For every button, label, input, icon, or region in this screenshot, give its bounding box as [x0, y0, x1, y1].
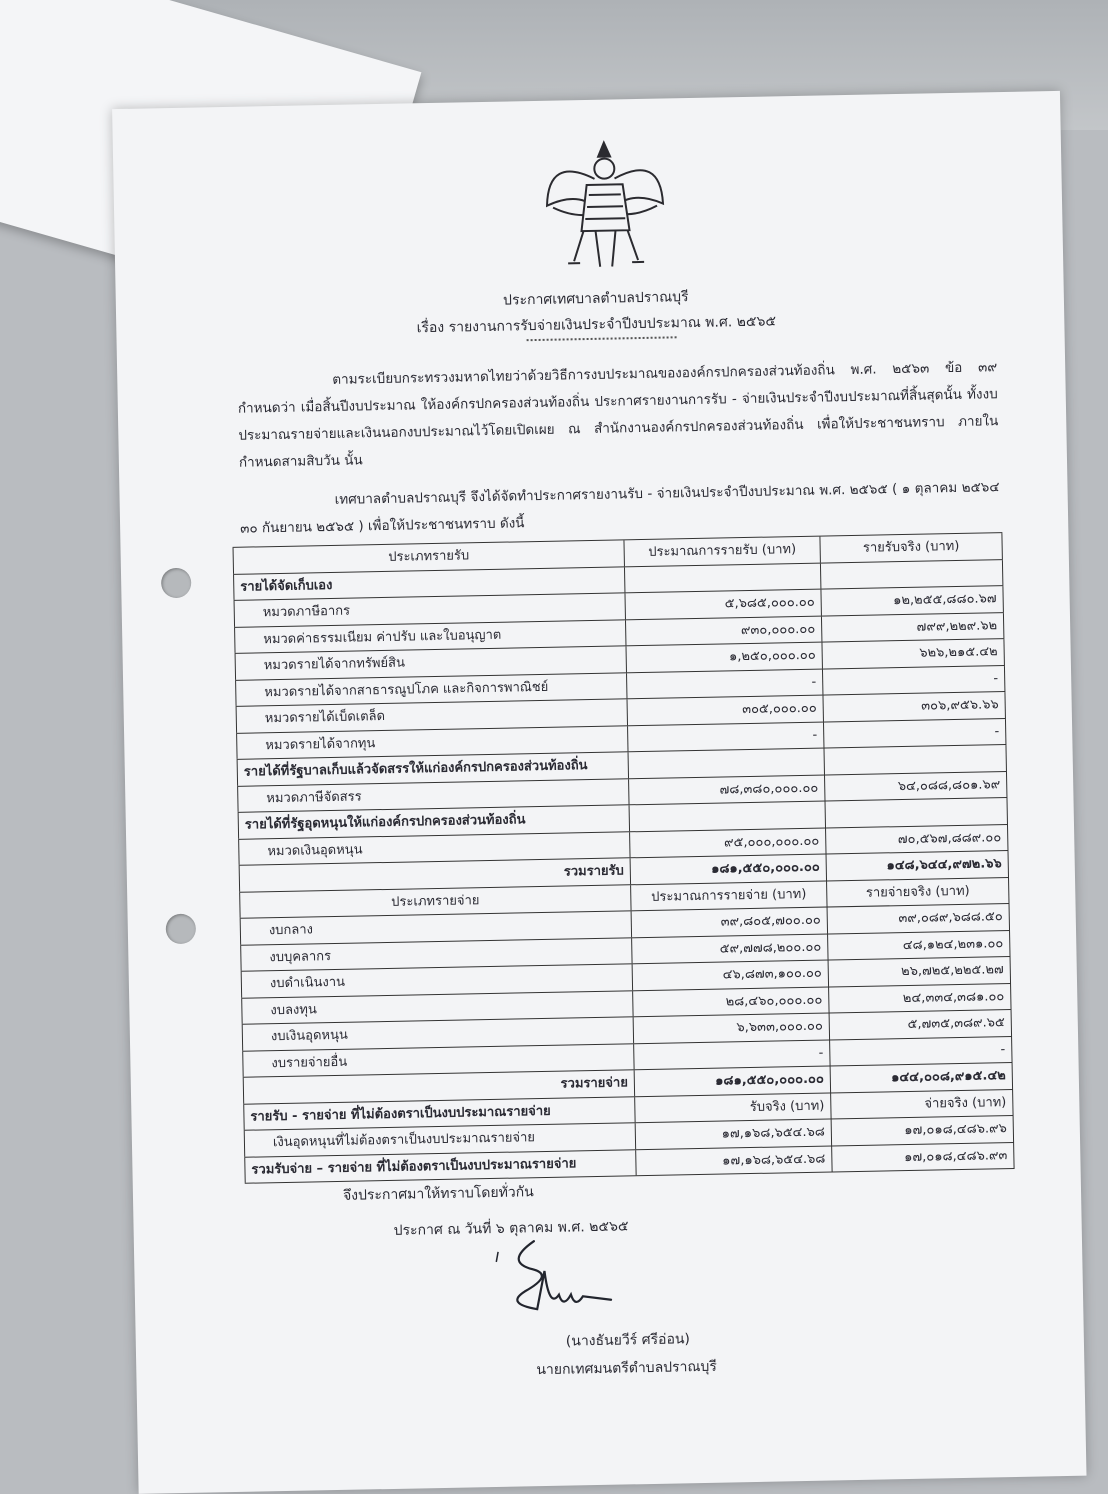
table-cell: ๑๔๘,๖๔๔,๙๗๒.๖๖	[827, 851, 1009, 880]
table-cell	[629, 749, 825, 778]
table-cell: รายได้ที่รัฐบาลเก็บแล้วจัดสรรให้แก่องค์กรปกครองส่วนท้องถิ่น	[237, 752, 629, 785]
table-cell: ๙๕,๐๐๐,๐๐๐.๐๐	[630, 828, 826, 857]
table-cell: ๖๒๖,๒๑๕.๔๒	[822, 639, 1004, 668]
table-cell: งบรายจ่ายอื่น	[242, 1044, 634, 1077]
signer-title: นายกเทศมนตรีตำบลปราณบุรี	[536, 1358, 718, 1379]
punch-hole	[166, 914, 197, 945]
table-cell: รายรับ - รายจ่าย ที่ไม่ต้องตราเป็นงบประมาณรายจ่าย	[243, 1097, 635, 1130]
table-cell: ๑๗,๑๖๘,๖๕๔.๖๘	[636, 1119, 832, 1148]
document-page	[112, 91, 1086, 1494]
table-cell: ประมาณการรายรับ (บาท)	[624, 537, 820, 566]
table-cell	[824, 745, 1006, 774]
table-cell: หมวดภาษีจัดสรร	[237, 779, 629, 812]
table-cell: ๖๔,๐๘๘,๘๐๑.๖๙	[825, 772, 1007, 801]
table-cell: ๑๗,๐๑๘,๔๘๖.๙๖	[832, 1116, 1014, 1145]
table-cell	[630, 802, 826, 831]
table-cell: หมวดค่าธรรมเนียม ค่าปรับ และใบอนุญาต	[234, 620, 626, 653]
table-cell: ๒๖,๗๒๕,๒๒๕.๒๗	[829, 957, 1011, 986]
punch-hole	[161, 568, 192, 599]
table-cell: -	[627, 669, 823, 698]
table-cell: ๓๐๖,๙๕๖.๖๖	[823, 692, 1005, 721]
table-cell: งบเงินอุดหนุน	[242, 1017, 634, 1050]
garuda-emblem-icon	[538, 133, 673, 276]
table-cell: ๑๗,๑๖๘,๖๕๔.๖๘	[636, 1146, 832, 1175]
table-cell: ๓๙,๐๘๙,๖๘๘.๕๐	[828, 904, 1010, 933]
paragraph-1	[237, 354, 999, 477]
table-cell: ๕,๗๓๕,๓๘๙.๖๕	[830, 1010, 1012, 1039]
table-cell: ๑๗,๐๑๘,๔๘๖.๙๓	[832, 1142, 1014, 1171]
table-cell: จ่ายจริง (บาท)	[831, 1089, 1013, 1118]
table-cell	[821, 560, 1003, 589]
table-cell: รวมรายรับ	[239, 858, 631, 891]
table-cell: รายรับจริง (บาท)	[820, 533, 1002, 562]
table-cell: -	[830, 1036, 1012, 1065]
paragraph-2	[239, 474, 1000, 543]
table-cell: ๕,๖๘๕,๐๐๐.๐๐	[625, 590, 821, 619]
table-cell: หมวดเงินอุดหนุน	[238, 832, 630, 865]
table-cell: -	[634, 1040, 830, 1069]
table-cell: หมวดรายได้จากทรัพย์สิน	[235, 646, 627, 679]
table-cell: ๙๓๐,๐๐๐.๐๐	[626, 616, 822, 645]
table-cell: ๗๙๙,๒๒๙.๖๒	[822, 613, 1004, 642]
table-cell: งบดำเนินงาน	[241, 964, 633, 997]
table-cell: ๗๘,๓๘๐,๐๐๐.๐๐	[629, 775, 825, 804]
signature	[474, 1230, 616, 1323]
table-cell: ๑๔๔,๐๐๘,๙๑๕.๔๒	[831, 1063, 1013, 1092]
table-cell: ประมาณการรายจ่าย (บาท)	[631, 881, 827, 910]
table-cell: ประเภทรายรับ	[233, 540, 625, 573]
table-cell: ประเภทรายจ่าย	[239, 885, 631, 918]
table-cell: ๑๘๑,๕๕๐,๐๐๐.๐๐	[635, 1066, 831, 1095]
paragraph-2-text: เทศบาลตำบลปราณบุรี จึงได้จัดทำประกาศรายงานรับ - จ่ายเงินประจำปีงบประมาณ พ.ศ. ๒๕๖๕ ( ๑ ตุลาคม ๒๕๖๔ ๓๐ กันยายน ๒๕๖๕ ) เพื่อให้ประชาชนทราบ ดังนี้	[240, 479, 1000, 537]
table-cell: ๔๘,๑๒๔,๒๓๑.๐๐	[828, 931, 1010, 960]
table-cell: ๑,๒๕๐,๐๐๐.๐๐	[626, 643, 822, 672]
table-cell: รายได้จัดเก็บเอง	[233, 567, 625, 600]
table-cell: -	[628, 722, 824, 751]
budget-table	[233, 532, 1015, 1184]
table-cell: ๒๘,๔๖๐,๐๐๐.๐๐	[633, 987, 829, 1016]
table-cell: รวมรายจ่าย	[243, 1070, 635, 1103]
table-cell: งบบุคลากร	[240, 938, 632, 971]
table-cell: รับจริง (บาท)	[635, 1093, 831, 1122]
date-text: ประกาศ ณ วันที่ ๖ ตุลาคม พ.ศ. ๒๕๖๕	[393, 1218, 629, 1239]
table-cell: ๓๙,๘๐๕,๗๐๐.๐๐	[632, 908, 828, 937]
table-cell: รวมรับจ่าย – รายจ่าย ที่ไม่ต้องตราเป็นงบประมาณรายจ่าย	[244, 1150, 636, 1183]
table-cell: ๒๔,๓๓๔,๓๘๑.๐๐	[829, 984, 1011, 1013]
table-cell	[826, 798, 1008, 827]
table-cell: รายจ่ายจริง (บาท)	[827, 878, 1009, 907]
table-cell: หมวดรายได้จากทุน	[236, 726, 628, 759]
table-cell: ๗๐,๕๖๗,๘๘๙.๐๐	[826, 825, 1008, 854]
table-cell: ๓๐๕,๐๐๐.๐๐	[628, 696, 824, 725]
table-cell: -	[823, 666, 1005, 695]
table-cell: ๖,๖๓๓,๐๐๐.๐๐	[634, 1013, 830, 1042]
table-cell: ๑๒,๒๕๕,๘๘๐.๖๗	[821, 586, 1003, 615]
paragraph-1-text: ตามระเบียบกระทรวงมหาดไทยว่าด้วยวิธีการงบประมาณขององค์กรปกครองส่วนท้องถิ่น พ.ศ. ๒๕๖๓ ข้อ ๓๙ กำหนดว่า เมื่อสิ้นปีงบประมาณ ให้องค์กรปกครองส่วนท้องถิ่น ประกาศรายงานการรับ - จ่ายเงินประจำปีงบประมาณที่สิ้นสุดนั้น ทั้งงบประมาณรายจ่ายและเงินนอกงบประมาณไว้โดยเปิดเผย ณ สำนักงานองค์กรปกครองส่วนท้องถิ่น เพื่อให้ประชาชนทราบ ภายในกำหนดสามสิบวัน นั้น	[237, 359, 999, 471]
table-cell: ๕๙,๗๗๘,๒๐๐.๐๐	[632, 934, 828, 963]
table-cell: -	[824, 719, 1006, 748]
title-line-1: ประกาศเทศบาลตำบลปราณบุรี	[502, 289, 689, 309]
announce-text: จึงประกาศมาให้ทราบโดยทั่วกัน	[342, 1184, 534, 1204]
table-cell: ๔๖,๘๗๓,๑๐๐.๐๐	[633, 961, 829, 990]
table-cell: หมวดรายได้จากสาธารณูปโภค และกิจการพาณิชย์	[235, 673, 627, 706]
table-cell: หมวดรายได้เบ็ดเตล็ด	[236, 699, 628, 732]
signer-name: (นางธันยวีร์ ศรีอ่อน)	[565, 1331, 691, 1350]
title-line-2: เรื่อง รายงานการรับจ่ายเงินประจำปีงบประมาณ พ.ศ. ๒๕๖๕	[416, 313, 777, 337]
table-cell: งบกลาง	[240, 911, 632, 944]
table-cell: หมวดภาษีอากร	[234, 593, 626, 626]
table-cell: รายได้ที่รัฐอุดหนุนให้แก่องค์กรปกครองส่วนท้องถิ่น	[238, 805, 630, 838]
table-cell: งบลงทุน	[241, 991, 633, 1024]
divider	[527, 336, 677, 341]
table-cell	[625, 563, 821, 592]
table-cell: ๑๘๑,๕๕๐,๐๐๐.๐๐	[631, 855, 827, 884]
table-cell: เงินอุดหนุนที่ไม่ต้องตราเป็นงบประมาณรายจ่าย	[244, 1123, 636, 1156]
